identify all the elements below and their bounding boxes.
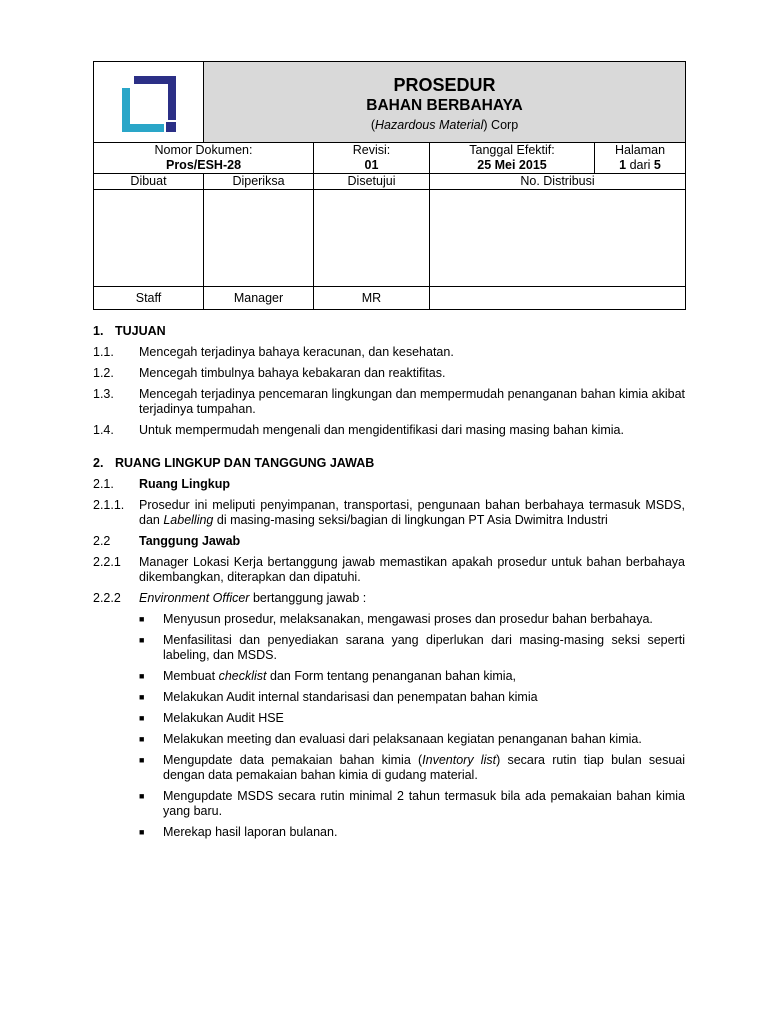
- role-empty: [430, 287, 686, 310]
- subsection-heading: 2.2 Tanggung Jawab: [93, 534, 241, 548]
- list-item: 1.3. Mencegah terjadinya pencemaran lingkungan dan mempermudah penanganan bahan kimia akibat terjadinya tumpahan.: [93, 387, 685, 416]
- col-dibuat: Dibuat: [94, 174, 204, 190]
- bullet-item: ■ Mengupdate MSDS secara rutin minimal 2 tahun termasuk bila ada pemakaian bahan kimia yang baru.: [139, 789, 685, 818]
- role-staff: Staff: [94, 287, 204, 310]
- bullet-icon: ■: [139, 671, 145, 681]
- bullet-item: ■ Mengupdate data pemakaian bahan kimia (Inventory list) secara rutin tiap bulan sesuai dengan data pemakaian bahan kimia di gudang material.: [139, 753, 686, 782]
- bullet-icon: ■: [139, 791, 145, 801]
- bullet-icon: ■: [139, 827, 145, 837]
- bullet-icon: ■: [139, 755, 145, 765]
- section-heading: 2. RUANG LINGKUP DAN TANGGUNG JAWAB: [93, 456, 375, 470]
- list-item: 2.2.2 Environment Officer bertanggung jawab :: [93, 591, 367, 605]
- effective-date: 25 Mei 2015: [477, 158, 547, 172]
- logo-cell: [94, 62, 204, 143]
- section-heading: 1. TUJUAN: [93, 324, 166, 338]
- doc-title: PROSEDUR: [393, 74, 496, 95]
- bullet-icon: ■: [139, 713, 145, 723]
- list-item: 2.2.1 Manager Lokasi Kerja bertanggung jawab memastikan apakah prosedur untuk bahan berbahaya dikembangkan, diterapkan dan dipatuhi.: [93, 555, 685, 584]
- distribution-box: [430, 190, 686, 287]
- bullet-item: ■ Menyusun prosedur, melaksanakan, mengawasi proses dan prosedur bahan berbahaya.: [139, 612, 653, 626]
- subsection-heading: 2.1. Ruang Lingkup: [93, 477, 230, 491]
- list-item: 1.2. Mencegah timbulnya bahaya kebakaran dan reaktifitas.: [93, 366, 446, 380]
- bullet-item: ■ Menfasilitasi dan penyediakan sarana yang diperlukan dari masing-masing seksi seperti labeling, dan MSDS.: [139, 633, 685, 662]
- bullet-item: ■ Melakukan Audit internal standarisasi dan penempatan bahan kimia: [139, 690, 538, 704]
- bullet-item: ■ Membuat checklist dan Form tentang penanganan bahan kimia,: [139, 669, 517, 683]
- doc-number: Pros/ESH-28: [165, 158, 242, 172]
- document-page: [93, 61, 685, 840]
- col-distribusi: No. Distribusi: [430, 174, 686, 190]
- doc-number-cell: Nomor Dokumen: Pros/ESH-28: [94, 143, 314, 174]
- company-logo-icon: [114, 72, 184, 138]
- header-table: [93, 61, 686, 310]
- bullet-icon: ■: [139, 614, 145, 624]
- role-mr: MR: [314, 287, 430, 310]
- list-item: 1.1. Mencegah terjadinya bahaya keracunan, dan kesehatan.: [93, 345, 454, 359]
- list-item: 1.4. Untuk mempermudah mengenali dan mengidentifikasi dari masing masing bahan kimia.: [93, 423, 624, 437]
- doc-subtitle-english: (Hazardous Material) Corp: [370, 117, 519, 132]
- list-item: 2.1.1. Prosedur ini meliputi penyimpanan, transportasi, pengunaan bahan berbahaya termasuk MSDS, dan Labelling di masing-masing seksi/bagian di lingkungan PT Asia Dwimitra Industri: [93, 498, 685, 527]
- revision-number: 01: [364, 158, 379, 172]
- bullet-item: ■ Melakukan meeting dan evaluasi dari pelaksanaan kegiatan penanganan bahan kimia.: [139, 732, 642, 746]
- document-body: [93, 324, 685, 840]
- col-diperiksa: Diperiksa: [204, 174, 314, 190]
- effective-date-cell: Tanggal Efektif: 25 Mei 2015: [430, 143, 595, 174]
- bullet-item: ■ Merekap hasil laporan bulanan.: [139, 825, 338, 839]
- sign-box-diperiksa: [204, 190, 314, 287]
- bullet-icon: ■: [139, 734, 145, 744]
- title-cell: [204, 62, 686, 143]
- bullet-item: ■ Melakukan Audit HSE: [139, 711, 284, 725]
- page-cell: Halaman 1 dari 5: [595, 143, 686, 174]
- bullet-icon: ■: [139, 692, 145, 702]
- sign-box-dibuat: [94, 190, 204, 287]
- role-manager: Manager: [204, 287, 314, 310]
- col-disetujui: Disetujui: [314, 174, 430, 190]
- bullet-icon: ■: [139, 635, 145, 645]
- revision-cell: Revisi: 01: [314, 143, 430, 174]
- doc-subtitle: BAHAN BERBAHAYA: [366, 96, 523, 114]
- sign-box-disetujui: [314, 190, 430, 287]
